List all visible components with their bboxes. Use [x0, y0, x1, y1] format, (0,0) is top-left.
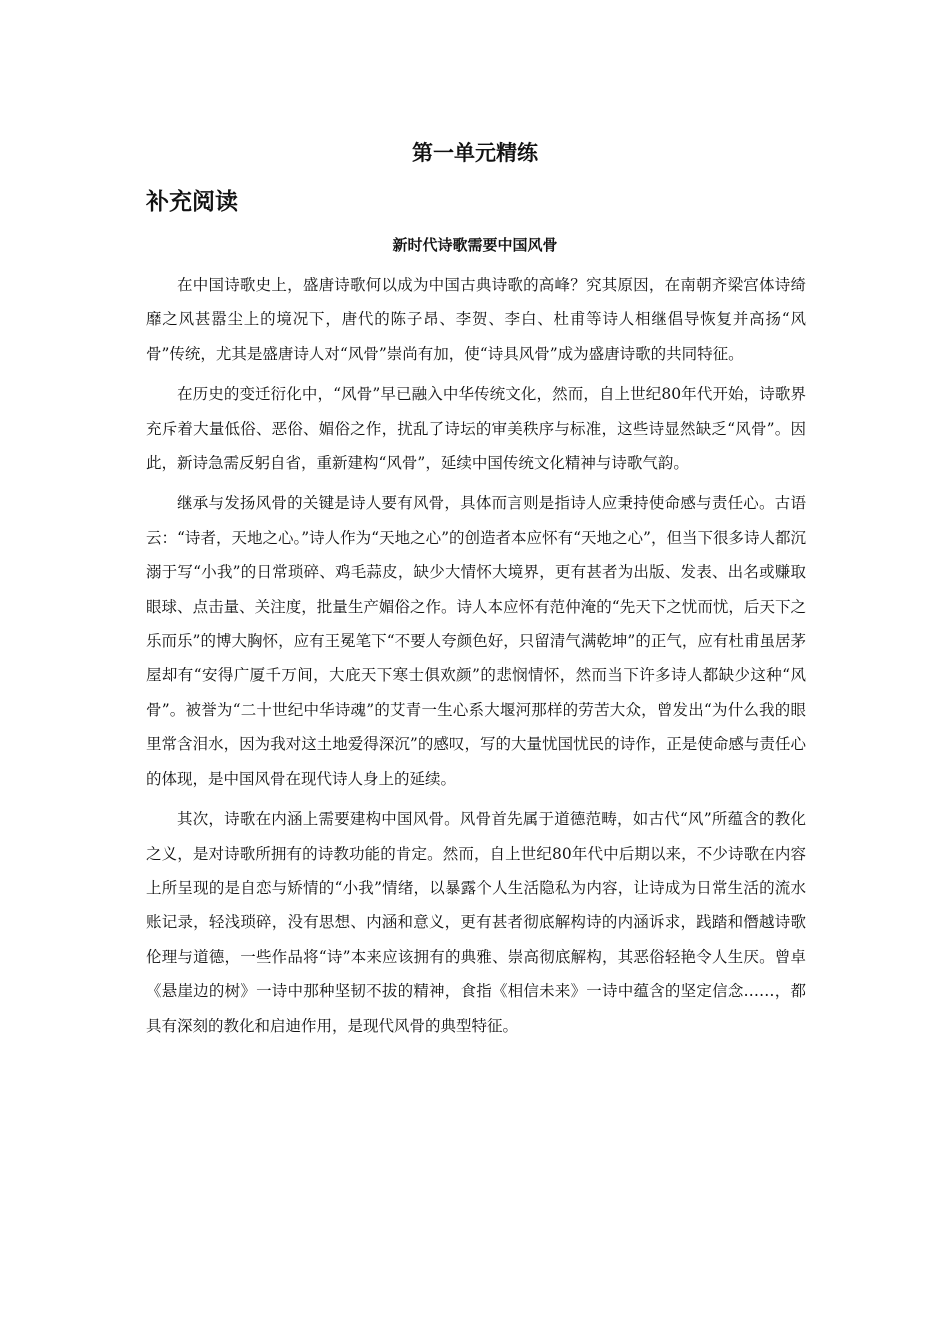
- article-body: [146, 268, 806, 1049]
- paragraph: 在历史的变迁衍化中，“风骨”早已融入中华传统文化，然而，自上世纪80年代开始，诗歌界充斥着大量低俗、恶俗、媚俗之作，扰乱了诗坛的审美秩序与标准，这些诗显然缺乏“风骨”。因此，新诗急需反躬自省，重新建构“风骨”，延续中国传统文化精神与诗歌气韵。: [146, 385, 806, 473]
- article-title: 新时代诗歌需要中国风骨: [392, 236, 558, 254]
- paragraph: 其次，诗歌在内涵上需要建构中国风骨。风骨首先属于道德范畴，如古代“风”所蕴含的教化之义，是对诗歌所拥有的诗教功能的肯定。然而，自上世纪80年代中后期以来，不少诗歌在内容上所呈现的是自恋与矫情的“小我”情绪，以暴露个人生活隐私为内容，让诗成为日常生活的流水账记录，轻浅琐碎，没有思想、内涵和意义，更有甚者彻底解构诗的内涵诉求，践踏和僭越诗歌伦理与道德，一些作品将“诗”本来应该拥有的典雅、崇高彻底解构，其恶俗轻艳令人生厌。曾卓《悬崖边的树》一诗中那种坚韧不拔的精神，食指《相信未来》一诗中蕴含的坚定信念……，都具有深刻的教化和启迪作用，是现代风骨的典型特征。: [146, 810, 806, 1035]
- paragraph: 继承与发扬风骨的关键是诗人要有风骨，具体而言则是指诗人应秉持使命感与责任心。古语云：“诗者，天地之心。”诗人作为“天地之心”的创造者本应怀有“天地之心”，但当下很多诗人都沉溺于写“小我”的日常琐碎、鸡毛蒜皮，缺少大情怀大境界，更有甚者为出版、发表、出名或赚取眼球、点击量、关注度，批量生产媚俗之作。诗人本应怀有范仲淹的“先天下之忧而忧，后天下之乐而乐”的博大胸怀，应有王冕笔下“不要人夸颜色好，只留清气满乾坤”的正气，应有杜甫虽居茅屋却有“安得广厦千万间，大庇天下寒士俱欢颜”的悲悯情怀，然而当下许多诗人都缺少这种“风骨”。被誉为“二十世纪中华诗魂”的艾青一生心系大堰河那样的劳苦大众，曾发出“为什么我的眼里常含泪水，因为我对这土地爱得深沉”的感叹，写的大量忧国忧民的诗作，正是使命感与责任心的体现，是中国风骨在现代诗人身上的延续。: [146, 494, 806, 788]
- paragraph: 在中国诗歌史上，盛唐诗歌何以成为中国古典诗歌的高峰？究其原因，在南朝齐梁宫体诗绮靡之风甚嚣尘上的境况下，唐代的陈子昂、李贺、李白、杜甫等诗人相继倡导恢复并高扬“风骨”传统，尤其是盛唐诗人对“风骨”崇尚有加，使“诗具风骨”成为盛唐诗歌的共同特征。: [146, 276, 806, 363]
- section-heading: 补充阅读: [146, 189, 238, 215]
- unit-title: 第一单元精练: [412, 141, 538, 165]
